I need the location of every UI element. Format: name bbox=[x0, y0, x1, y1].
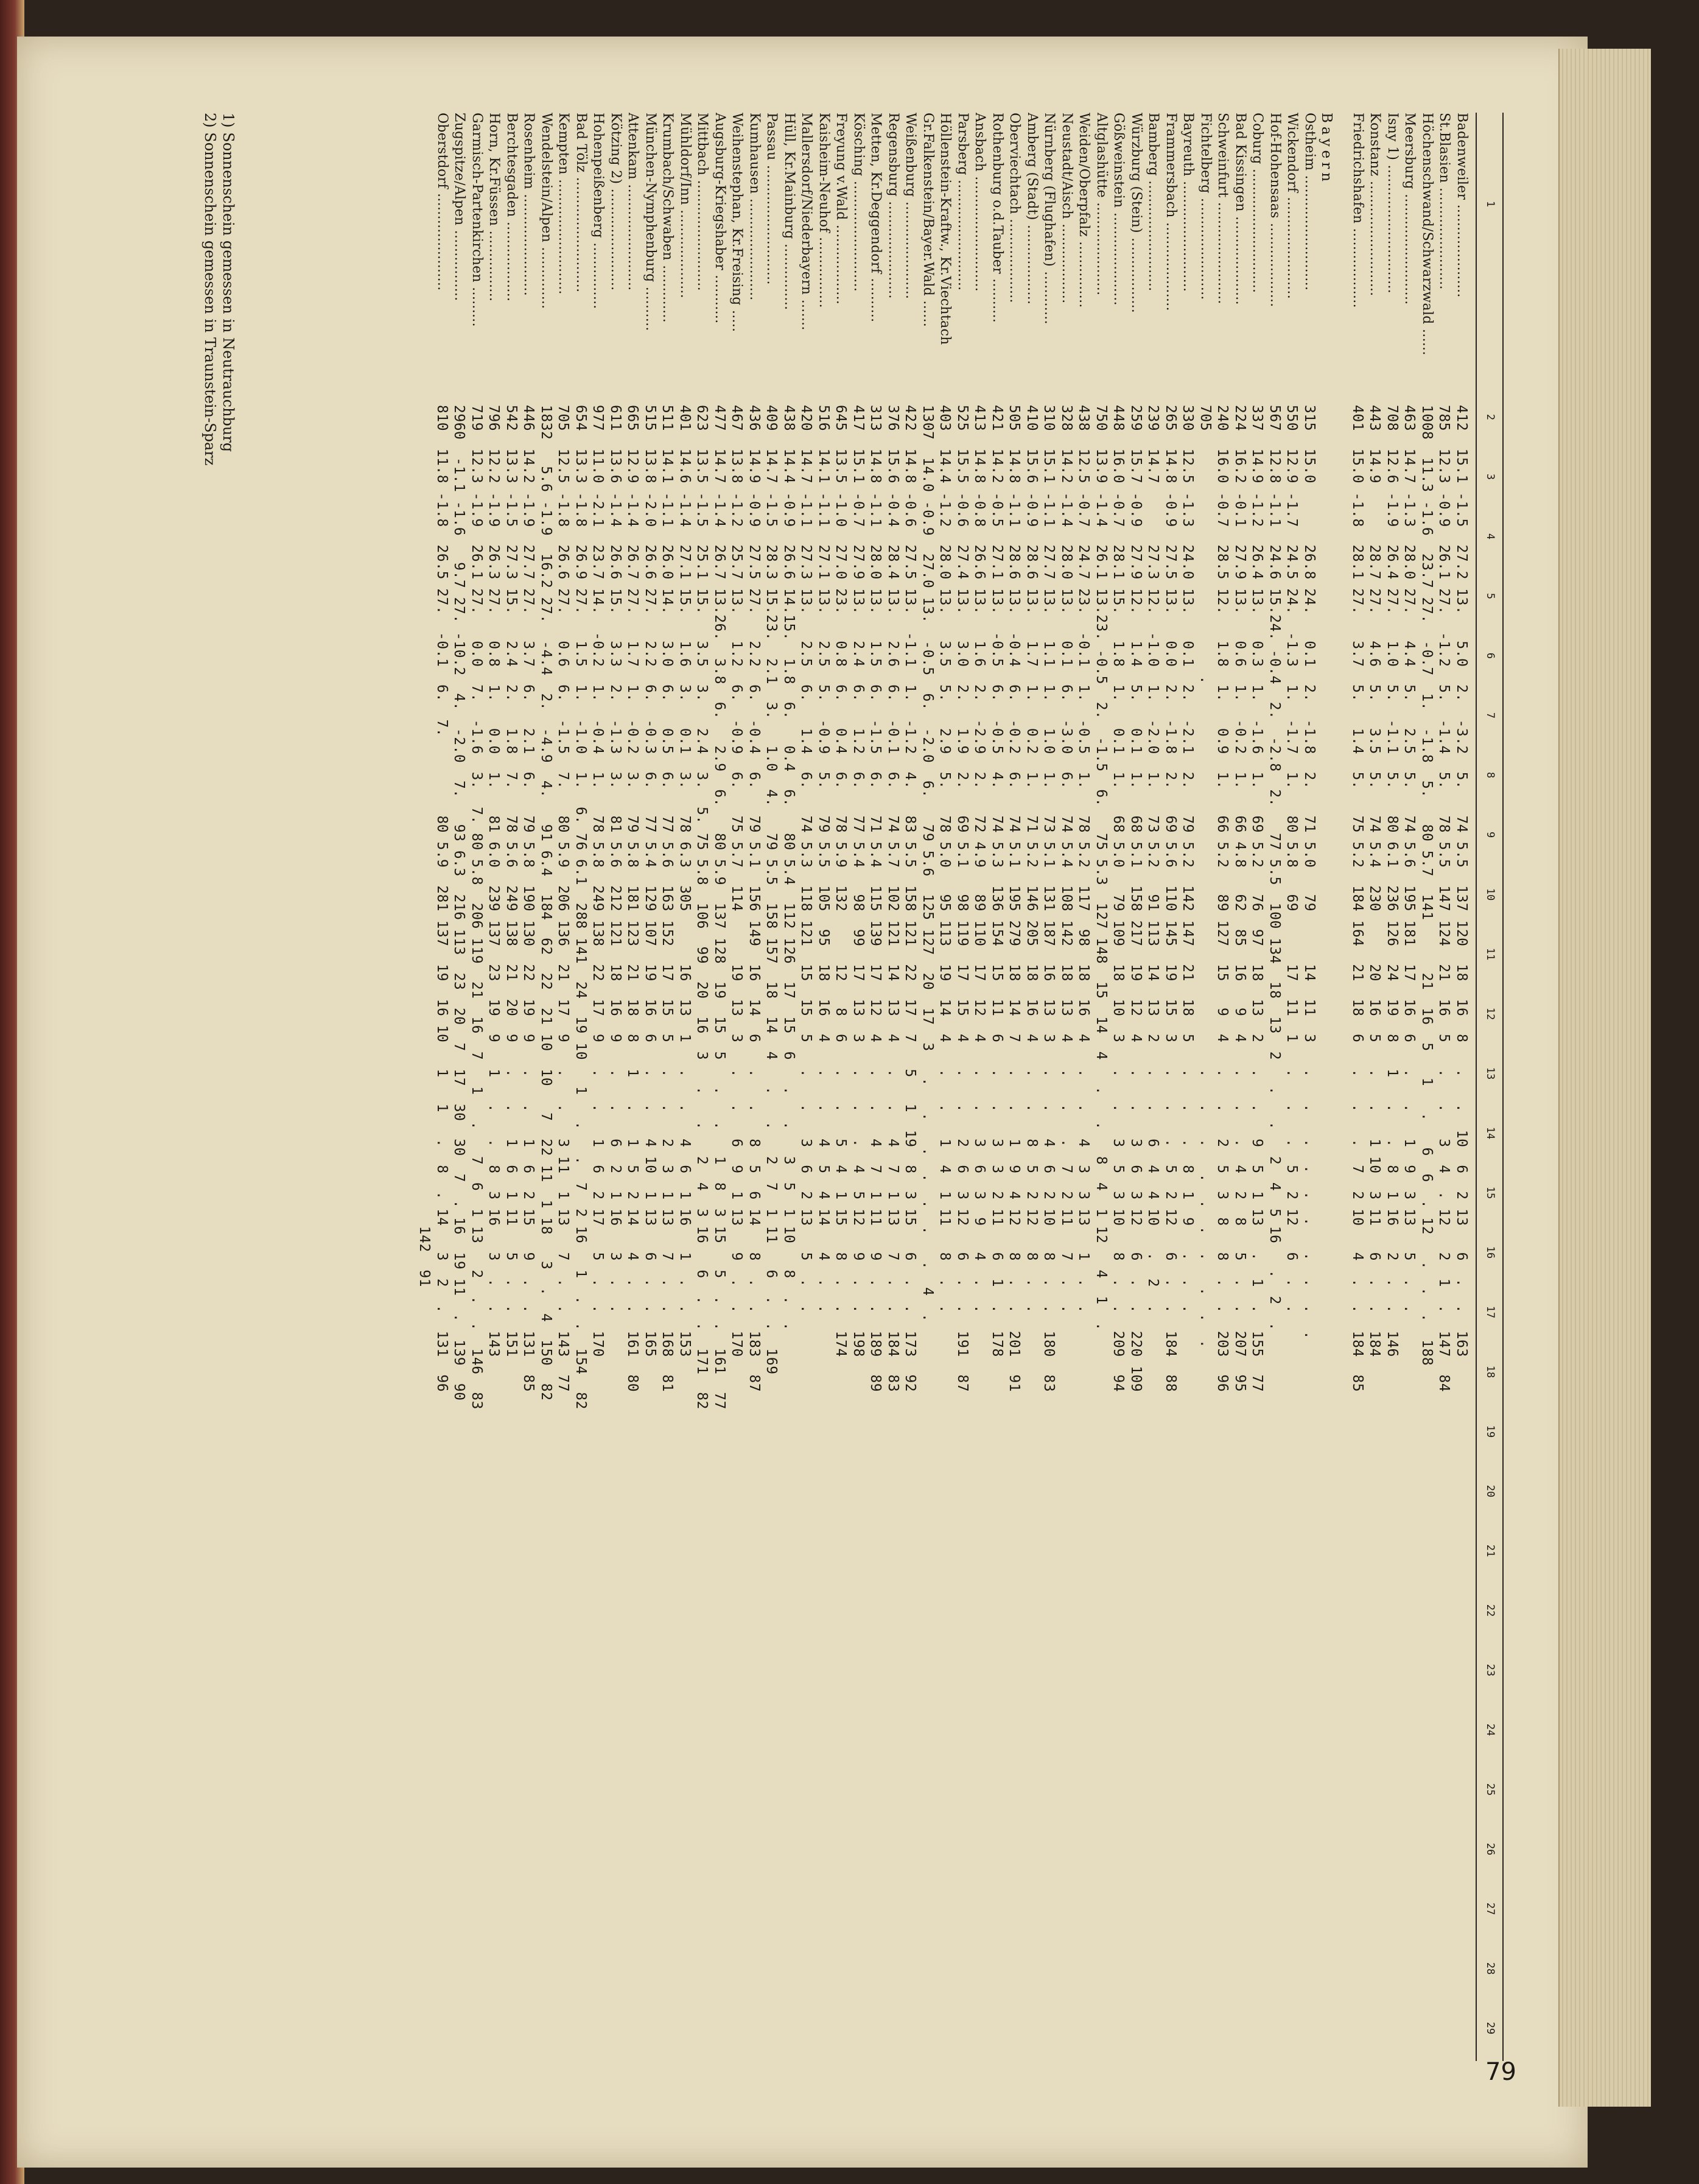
row-values: 401 14.6 -1.4 27.1 15. 1.6 3. 0.1 3. 78 6.3 305 16 13 1 . . 4 6 1 16 1 . . 153 bbox=[677, 405, 693, 1357]
row-values: 463 14.7 -1.3 28.0 27. 4.4 5. 2.5 5. 74 5.6 195 181 17 16 6 . . 1 9 3 13 5 . . bbox=[1401, 405, 1418, 1314]
column-header: 24 bbox=[1484, 1723, 1496, 1736]
station-name: Attenkam ........................ bbox=[625, 113, 641, 291]
row-values: 240 16.0 -0.7 28.5 12. 1.8 1. 0.9 1. 66 5.2 89 127 15 9 4 . . 2 5 3 8 8 . . 203 96 bbox=[1214, 405, 1231, 1392]
table-row bbox=[745, 113, 763, 2061]
table-row bbox=[1418, 113, 1435, 2061]
table-row bbox=[884, 113, 902, 2061]
column-header: 19 bbox=[1484, 1425, 1496, 1438]
column-header: 1 bbox=[1484, 200, 1496, 208]
row-values: 413 14.8 -0.8 26.6 13. 1.6 2. -2.9 2. 72 4.9 89 110 17 12 4 . . 3 6 3 9 4 . . bbox=[972, 405, 988, 1314]
row-values: 330 12.5 -1.3 24.0 13. 0.1 2. -2.1 2. 79 5.2 142 147 21 18 5 . . . 8 1 9 . . . bbox=[1180, 405, 1196, 1314]
row-values: 515 13.8 -2.0 26.6 27. 2.2 6. -0.3 6. 77 5.4 129 107 19 16 6 . . 4 10 1 13 6 . . 165 bbox=[642, 405, 658, 1357]
column-header: 16 bbox=[1484, 1246, 1496, 1259]
table-row bbox=[1383, 113, 1401, 2061]
station-name: Isny 1) ............................. bbox=[1385, 113, 1400, 294]
table-row bbox=[988, 113, 1006, 2061]
row-values: 1832 5.6 -1.9 16.2 27. -4.4 2. -4.9 4. 91 6.4 184 62 22 21 10 10 7 22 11 1 18 3 . 4 150 82 bbox=[538, 405, 554, 1401]
row-values: 448 16.0 -0.7 28.1 15. 1.8 1. 0.1 1. 68 5.0 79 109 18 10 3 . . 3 5 3 10 8 . . 209 94 bbox=[1110, 405, 1127, 1392]
table-row bbox=[780, 113, 797, 2061]
column-header: 22 bbox=[1484, 1604, 1496, 1617]
station-name: Würzburg (Stein) ................. bbox=[1129, 113, 1144, 314]
table-row bbox=[1109, 113, 1127, 2061]
column-header: 8 bbox=[1484, 771, 1496, 779]
station-name: Garmisch-Partenkirchen ......... bbox=[469, 113, 485, 327]
table-row bbox=[1213, 113, 1231, 2061]
table-row bbox=[1023, 113, 1040, 2061]
row-values: 705 . . . . . . . . . . . bbox=[1197, 405, 1213, 1349]
column-header: 13 bbox=[1484, 1067, 1496, 1080]
station-name: Bamberg ......................... bbox=[1146, 113, 1161, 292]
station-name: Freyung v.Wald .................. bbox=[833, 113, 849, 305]
column-header: 5 bbox=[1484, 592, 1496, 600]
row-values: 550 12.9 -1.7 24.5 24. -1.3 1. -1.7 1. 80 5.8 69 17 11 1 . . . 5 2 12 6 . . bbox=[1284, 405, 1300, 1314]
table-row bbox=[572, 113, 589, 2061]
table-row bbox=[1283, 113, 1300, 2061]
table-row bbox=[519, 113, 537, 2061]
row-values: 505 14.8 -1.1 28.6 13. -0.4 6. -0.2 6. 74 5.1 195 279 18 14 7 . . 1 9 4 12 8 . . 201 91 bbox=[1006, 405, 1023, 1392]
station-name: Konstanz .......................... bbox=[1367, 113, 1383, 297]
row-values: 142 91 bbox=[416, 405, 433, 1288]
table-row bbox=[693, 113, 710, 2061]
row-values: 443 14.9 28.7 27. 4.6 5. 3.5 5. 74 5.4 230 20 16 5 . . 1 10 3 11 6 . . 184 bbox=[1367, 405, 1383, 1357]
row-values: 328 14.2 -1.4 28.0 13. 0.1 6. -3.0 6. 74 5.4 108 142 18 13 4 . . . 7 2 11 7 . . bbox=[1059, 405, 1074, 1314]
row-values: 665 12.9 -1.4 26.7 27. 1.7 1. -0.2 3. 79 5.8 181 123 21 18 8 1 . 1 5 2 14 4 . . 161 80 bbox=[625, 405, 641, 1392]
row-values: 705 12.5 -1.8 26.6 27. 0.6 6. -1.5 7. 80 5.9 206 136 21 17 9 . . 3 11 1 13 7 . . 143 77 bbox=[555, 405, 572, 1392]
column-header: 21 bbox=[1484, 1544, 1496, 1557]
station-name: Regensburg ...................... bbox=[886, 113, 901, 299]
row-values: 436 14.9 -0.9 27.5 27. 2.2 6. -0.4 6. 79 5.1 156 149 16 14 6 . . 8 5 6 14 8 . . 183 87 bbox=[746, 405, 762, 1392]
station-name: Schweinfurt ....................... bbox=[1215, 113, 1231, 304]
row-values: 410 15.6 -0.9 28.6 13. 1.7 1. 0.2 1. 71 5.2 146 205 18 16 4 . . 8 5 2 12 8 . . bbox=[1024, 405, 1040, 1314]
table-header bbox=[1476, 113, 1504, 2061]
table-row bbox=[606, 113, 624, 2061]
row-values: 654 13.3 -1.8 26.9 27. 1.5 1. -1.0 1. 6. 76 6.1 288 141 24 19 10 1 . . 7 2 16 1 . . 154 82 bbox=[573, 405, 589, 1410]
station-name: Mühldorf/Inn .................... bbox=[678, 113, 693, 299]
table-row bbox=[1196, 113, 1214, 2061]
table-row bbox=[1179, 113, 1196, 2061]
station-name: Oberstdorf ...................... bbox=[435, 113, 450, 291]
station-name: Altglashütte ..................... bbox=[1094, 113, 1109, 296]
table-row bbox=[710, 113, 728, 2061]
station-name: Bad Tölz .......................... bbox=[573, 113, 589, 293]
row-values: 412 15.1 -1.5 27.2 13. 5.0 2. -3.2 5. 74 5.5 137 120 18 16 8 . . 10 6 2 13 6 . . 163 bbox=[1454, 405, 1470, 1357]
table-row bbox=[1348, 113, 1366, 2061]
column-header: 18 bbox=[1484, 1365, 1496, 1378]
station-name: Höchenschwand/Schwarzwald ...... bbox=[1420, 113, 1435, 356]
table-row bbox=[1057, 113, 1075, 2061]
station-name: Wickendorf ....................... bbox=[1284, 113, 1300, 300]
table-row bbox=[1231, 113, 1249, 2061]
row-values: 623 13.5 -1.5 25.1 15. 3.5 3. 2.4 3. 5. 75 5.8 106 99 20 16 3 . . 2 4 3 16 6 . . 171 82 bbox=[694, 405, 710, 1410]
row-values: 611 13.6 -1.4 26.6 15. 3.3 2. -1.3 3. 81 5.6 212 121 18 16 9 . . 6 2 1 16 3 . . bbox=[608, 405, 623, 1314]
station-name: Kötzing 2) ....................... bbox=[608, 113, 623, 291]
row-values: 467 13.8 -1.2 25.7 13. 1.2 6. -0.9 6. 75 5.7 114 19 13 3 . . 6 9 1 13 9 . . 170 bbox=[729, 405, 745, 1357]
row-values: 977 11.0 -2.1 23.7 14. -0.2 1. -0.4 1. 78 5.8 249 138 22 17 9 . . 1 6 2 17 5 . . 170 bbox=[590, 405, 606, 1357]
station-name: Bad Kissingen .................... bbox=[1233, 113, 1248, 305]
station-name: Horn, Kr.Füssen ................ bbox=[486, 113, 502, 302]
station-name: Weiden/Oberpfalz ............... bbox=[1076, 113, 1092, 308]
row-values: 417 15.1 -0.7 27.9 13. 2.4 6. 1.2 6. 77 5.4 98 99 17 13 3 . . . 4 5 12 9 . . 198 bbox=[850, 405, 866, 1357]
column-header: 20 bbox=[1484, 1484, 1496, 1498]
station-name: Kumhausen ....................... bbox=[747, 113, 762, 301]
table-row bbox=[1127, 113, 1144, 2061]
table-row bbox=[1452, 113, 1470, 2061]
station-name: Passau ........................... bbox=[764, 113, 780, 285]
row-values: 542 13.3 -1.5 27.3 15. 2.4 2. 1.8 7. 78 5.6 249 138 21 20 9 . . 1 6 1 11 5 . . 151 bbox=[503, 405, 519, 1357]
row-values: 645 13.5 -1.0 27.0 23. 0.8 6. 0.4 6. 78 5.9 132 12 8 6 . . 5 4 1 15 8 . . 174 bbox=[833, 405, 849, 1357]
row-values: 420 14.7 -1.1 27.3 13. 2.5 6. 1.4 6. 74 5.3 118 121 15 15 5 . . 3 6 2 13 5 . . bbox=[798, 405, 814, 1314]
column-header: 12 bbox=[1484, 1007, 1496, 1020]
station-name: Hof-Hohensaas ................... bbox=[1267, 113, 1283, 307]
row-values: 438 14.4 -0.9 26.6 14.15. 1.8 6. 0.4 6. 80 5.4 112 126 17 15 6 . . 3 5 1 10 8 . . bbox=[781, 405, 797, 1331]
page-edges bbox=[1558, 49, 1651, 2107]
station-name: Ostheim .......................... bbox=[1302, 113, 1317, 291]
table-row bbox=[1300, 113, 1318, 2061]
station-name: Bayreuth ......................... bbox=[1180, 113, 1196, 292]
column-header: 14 bbox=[1484, 1126, 1496, 1140]
station-name: Kösching ......................... bbox=[851, 113, 866, 292]
station-name: Kempten .......................... bbox=[556, 113, 572, 295]
row-values: 750 13.9 -1.4 26.1 13.23. -0.5 2. -1.5 6. 75 5.3 127 148 15 14 4 . . 8 4 1 12 4 1 . bbox=[1093, 405, 1109, 1331]
row-values: 1008 11.3 -1.6 23.7 27. -0.7 1. -1.8 5. 80 5.7 141 21 16 5 1 . 6 6 . 12 . . . 188 bbox=[1419, 405, 1435, 1366]
row-values: 265 14.8 -0.9 27.5 13. 0.0 2. -1.8 2. 69 5.6 110 145 19 15 3 . . . 5 2 12 6 . . 184 88 bbox=[1163, 405, 1179, 1392]
station-name: Weißenburg ...................... bbox=[903, 113, 919, 300]
table-row bbox=[970, 113, 988, 2061]
station-name: Gr.Falkenstein/Bayer.Wald ...... bbox=[920, 113, 936, 328]
station-name: Rosenheim ....................... bbox=[521, 113, 537, 297]
table-row bbox=[901, 113, 919, 2061]
station-name: Frammersbach .................... bbox=[1163, 113, 1179, 311]
table-row bbox=[623, 113, 641, 2061]
column-header: 2 bbox=[1484, 413, 1496, 421]
table-row bbox=[762, 113, 780, 2061]
column-header: 11 bbox=[1484, 947, 1496, 961]
table-row bbox=[1435, 113, 1452, 2061]
row-values: 477 14.7 -1.4 26.7 13.26. 3.8 6. 2.9 6. 80 5.9 137 128 19 15 5 . . 1 8 3 15 5 . . 161 77 bbox=[712, 405, 727, 1410]
station-name: Zugspitze/Alpen ................ bbox=[452, 113, 468, 301]
station-name: Parsberg ......................... bbox=[955, 113, 970, 291]
station-name: Rothenburg o.d.Tauber .......... bbox=[990, 113, 1005, 323]
station-name: Neustadt/Aisch .................. bbox=[1059, 113, 1074, 304]
row-values: 376 15.6 -0.4 28.4 13. 2.6 6. -0.1 6. 74 5.7 102 121 14 13 4 . . 4 7 1 13 7 . . 184 83 bbox=[885, 405, 901, 1392]
station-name: Friedrichshafen .................. bbox=[1350, 113, 1365, 308]
table-row bbox=[468, 113, 485, 2061]
row-values: 516 14.1 -1.1 27.1 13. 2.5 5. -0.9 5. 79 5.5 105 95 18 16 4 . . 4 5 4 14 4 . . bbox=[816, 405, 832, 1314]
table-row bbox=[1161, 113, 1179, 2061]
station-name: Krumbach/Schwaben ............. bbox=[660, 113, 676, 323]
table-row bbox=[849, 113, 867, 2061]
station-name: Oberviechtach ................... bbox=[1007, 113, 1023, 303]
station-name: Metten, Kr.Deggendorf .......... bbox=[868, 113, 884, 323]
column-header: 15 bbox=[1484, 1186, 1496, 1199]
row-values: 422 14.8 -0.6 27.5 13. -1.1 1. -1.2 4. 83 5.5 158 121 22 17 7 5 1 19 8 3 15 6 . . 173 92 bbox=[902, 405, 919, 1392]
station-name: Weihenstephan, Kr.Freising ..... bbox=[729, 113, 745, 332]
column-header: 25 bbox=[1484, 1783, 1496, 1796]
row-values: 313 14.8 -1.1 28.0 13. 1.5 6. -1.5 6. 71 5.4 115 139 17 12 4 . . 4 7 1 11 9 . . 189 89 bbox=[867, 405, 884, 1392]
table-row bbox=[433, 113, 450, 2061]
table-row bbox=[1040, 113, 1057, 2061]
table-row bbox=[866, 113, 884, 2061]
station-name: Ansbach .......................... bbox=[972, 113, 988, 292]
station-name: Fichtelberg ....................... bbox=[1198, 113, 1213, 300]
station-name: Kaisheim-Neuhof ................ bbox=[816, 113, 832, 308]
column-header: 7 bbox=[1484, 712, 1496, 719]
table-row bbox=[953, 113, 971, 2061]
station-name: Hüll, Kr.Mainburg ............... bbox=[782, 113, 797, 311]
station-name: Gößweinstein ..................... bbox=[1111, 113, 1127, 306]
row-values: 421 14.2 -0.5 27.1 13. -0.5 6. -0.5 4. 74 5.3 136 154 15 11 6 . . 3 3 2 11 6 1 . 178 bbox=[989, 405, 1005, 1357]
row-values: 259 15.7 -0.9 27.9 12. 1.4 5. 0.1 1. 68 5.1 158 217 19 12 4 . . 3 6 3 12 6 . . 220 109 bbox=[1128, 405, 1144, 1392]
station-name: St.Blasien ....................... bbox=[1437, 113, 1452, 290]
table-body bbox=[415, 113, 1470, 2061]
station-name: Badenweiler ..................... bbox=[1454, 113, 1470, 298]
row-values: 708 12.6 -1.9 26.4 27. 1.0 5. -1.1 5. 80 6.1 236 126 24 19 8 1 . . 8 1 16 2 . . 146 bbox=[1384, 405, 1400, 1357]
row-values: 1307 14.0 -0.9 27.0 13. -0.5 6. -2.0 6. 79 5.6 125 127 20 17 3 . . . . . . . 4 . bbox=[920, 405, 936, 1322]
row-values: 719 12.3 -1.9 26.1 27. 0.0 7. -1.6 3. 7. 80 5.8 206 119 21 16 7 1 . 7 6 1 13 2 . . 146 83 bbox=[469, 405, 485, 1410]
column-header: 6 bbox=[1484, 652, 1496, 659]
table-row bbox=[415, 113, 433, 2061]
table-row bbox=[1365, 113, 1383, 2061]
table-row bbox=[554, 113, 572, 2061]
column-header: 17 bbox=[1484, 1305, 1496, 1319]
state-heading: Bayern bbox=[1319, 113, 1335, 186]
row-values: 796 12.2 -1.9 26.3 27. 0.8 1. 0.0 1. 81 6.0 239 137 23 19 9 1 . . 8 3 16 3 . . 143 bbox=[486, 405, 502, 1357]
table-row bbox=[936, 113, 953, 2061]
table-row bbox=[658, 113, 676, 2061]
table-row bbox=[814, 113, 832, 2061]
rotated-table bbox=[103, 113, 1504, 2061]
table-row bbox=[589, 113, 606, 2061]
row-values: 239 14.7 27.3 12. -1.0 1. -2.0 1. 73 5.2 91 113 14 13 2 . . 6 4 4 10 . 2 . bbox=[1145, 405, 1161, 1314]
table-row bbox=[485, 113, 502, 2061]
row-values: 567 12.8 -1.1 24.6 15.24. -0.4 2. -2.8 2. 77 5.5 100 134 18 13 2 . . 2 4 5 16 . 2 . bbox=[1267, 405, 1283, 1331]
table-row bbox=[502, 113, 520, 2061]
station-name: Berchtesgaden .................. bbox=[504, 113, 519, 302]
table-row bbox=[1248, 113, 1266, 2061]
table-row bbox=[1266, 113, 1283, 2061]
table-row bbox=[727, 113, 745, 2061]
footnotes bbox=[201, 113, 237, 1087]
column-header: 10 bbox=[1484, 888, 1496, 901]
station-name: Hohenpeißenberg ............... bbox=[590, 113, 606, 309]
row-values: 409 14.7 -1.5 28.3 15.23. 2.1 3. 1.0 4. 79 5.5 158 157 18 14 4 . . 2 7 1 11 6 . . 169 bbox=[763, 405, 780, 1375]
table-row bbox=[676, 113, 693, 2061]
table-row bbox=[1074, 113, 1092, 2061]
row-values: 525 15.5 -0.6 27.4 13. 3.0 2. 1.9 2. 69 5.1 98 119 17 15 4 . . 2 6 3 12 6 . . 191 87 bbox=[955, 405, 970, 1392]
column-header: 4 bbox=[1484, 533, 1496, 540]
table-row bbox=[919, 113, 936, 2061]
row-values: 446 14.2 -1.9 27.7 27. 3.7 6. 2.1 6. 79 5.8 190 130 22 19 9 . . 1 6 2 15 9 . . 131 85 bbox=[520, 405, 537, 1392]
table-row bbox=[1400, 113, 1418, 2061]
row-values: 401 15.0 -1.8 28.1 27. 3.7 5. 1.4 5. 75 5.2 184 164 21 18 6 . . . 7 2 10 4 . . 184 85 bbox=[1350, 405, 1365, 1392]
station-name: Mittbach ......................... bbox=[695, 113, 710, 291]
column-header: 23 bbox=[1484, 1663, 1496, 1677]
column-header: 28 bbox=[1484, 1962, 1496, 1975]
footnote: 1) Sonnenschein gemessen in Neutrauchburg bbox=[220, 113, 237, 452]
station-name: Wendelstein/Alpen .............. bbox=[539, 113, 554, 309]
station-name: Nürnberg (Flughafen) ............ bbox=[1042, 113, 1057, 325]
row-values: 315 15.0 26.8 24. 0.1 2. -1.8 2. 71 5.0 79 14 11 3 . . . . . . . . . . bbox=[1301, 405, 1317, 1340]
table-row bbox=[1005, 113, 1023, 2061]
column-header: 29 bbox=[1484, 2021, 1496, 2035]
row-values: 511 14.1 -1.1 26.0 14. 3.0 6. 0.5 6. 77 5.6 163 152 17 15 5 . . 2 3 1 13 7 . . 168 81 bbox=[659, 405, 676, 1392]
table-row bbox=[450, 113, 468, 2061]
station-name: Mallersdorf/Niederbayern ....... bbox=[799, 113, 814, 331]
column-header: 9 bbox=[1484, 831, 1496, 838]
row-values: 2960 -1.1 -1.6 9.7 27. -10.2 4. -2.0 7. 93 6.3 216 113 23 20 7 17 30 30 7 . 16 19 11 . 139 90 bbox=[451, 405, 468, 1401]
station-name: München-Nymphenburg .......... bbox=[643, 113, 658, 331]
table-row bbox=[1092, 113, 1110, 2061]
row-values: 310 15.1 -1.1 27.7 13. 1.1 1. 1.0 1. 73 5.1 131 187 16 13 3 . . 4 6 2 10 8 . . 180 83 bbox=[1041, 405, 1057, 1392]
table-row bbox=[832, 113, 849, 2061]
row-values: 785 12.3 -0.9 26.1 27. -1.2 5. -1.4 5. 78 5.5 147 124 21 16 5 . . 3 4 . 12 2 1 . 147 84 bbox=[1436, 405, 1452, 1392]
row-values: 438 12.5 -0.7 24.7 23. -0.1 1. -0.5 1. 78 5.2 117 98 18 16 4 . . 4 3 3 13 1 . . bbox=[1076, 405, 1092, 1314]
column-header: 3 bbox=[1484, 473, 1496, 480]
row-values: 224 16.2 -0.1 27.9 13. 0.6 1. -0.2 1. 66 4.8 62 85 16 9 4 . . . 4 2 8 5 . . 207 95 bbox=[1232, 405, 1248, 1392]
row-values: 403 14.4 -1.2 28.0 13. 3.5 5. 2.9 5. 78 5.0 95 113 19 14 4 . . 1 4 1 11 8 . . bbox=[937, 405, 953, 1314]
station-name: Augsburg-Kriegshaber ........... bbox=[712, 113, 727, 324]
station-name: Meersburg ......................... bbox=[1402, 113, 1418, 305]
table-row bbox=[537, 113, 555, 2061]
footnote: 2) Sonnenschein gemessen in Traunstein-Sparz bbox=[201, 113, 219, 466]
table-row bbox=[1144, 113, 1161, 2061]
row-values: 810 11.8 -1.8 26.5 27. -0.1 6. 7. 80 5.9 281 137 19 16 10 1 1 . 8 . 14 3 2 . 131 96 bbox=[434, 405, 450, 1392]
station-name: Amberg (Stadt) .................. bbox=[1025, 113, 1040, 305]
station-name: Coburg ............................ bbox=[1250, 113, 1266, 293]
column-header: 27 bbox=[1484, 1902, 1496, 1915]
table-row bbox=[797, 113, 814, 2061]
column-header: 26 bbox=[1484, 1842, 1496, 1856]
page-number: 79 bbox=[1485, 2058, 1516, 2086]
station-name: Höllenstein-Kraftw., Kr.Viechtach bbox=[937, 113, 953, 345]
table-row bbox=[641, 113, 659, 2061]
row-values: 337 14.9 -1.2 26.4 13. 0.3 1. -1.6 1. 69 5.2 76 97 18 13 2 . . 9 5 1 13 . 1 . 155 77 bbox=[1249, 405, 1266, 1392]
